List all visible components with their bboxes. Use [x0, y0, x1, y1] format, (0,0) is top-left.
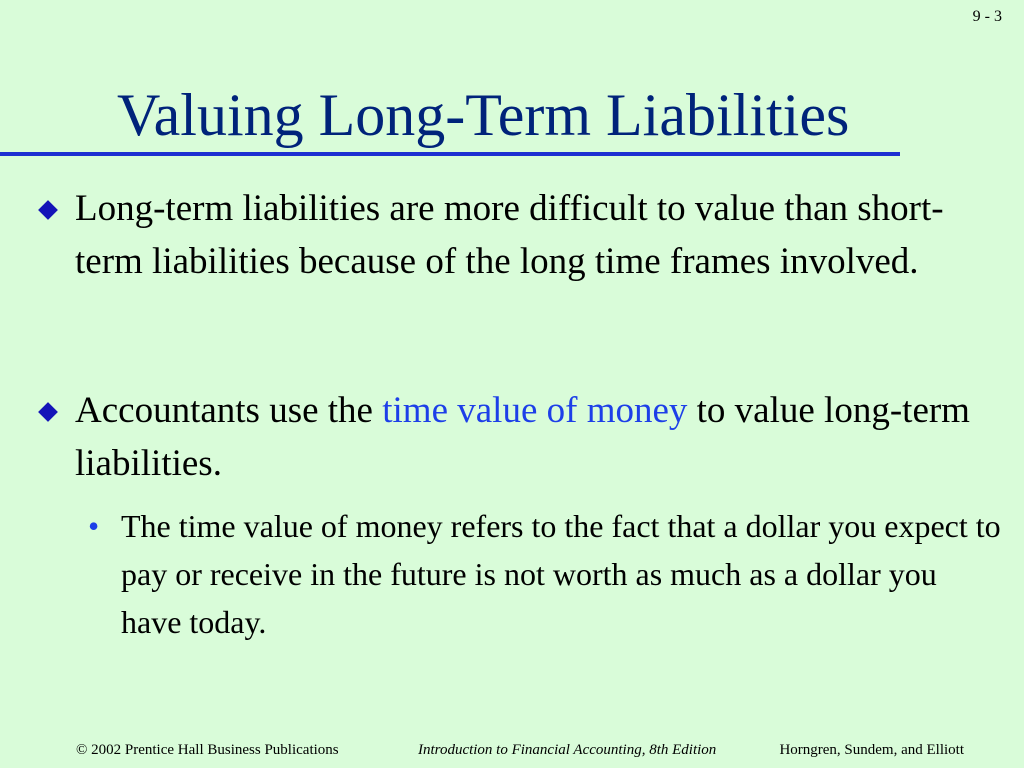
footer-authors-box: [494, 740, 964, 768]
bullet-item: [75, 384, 995, 490]
bullet-text-after: to value long-term liabilities.: [75, 390, 970, 484]
diamond-bullet-icon: [38, 200, 58, 220]
slide-title: Valuing Long-Term Liabilities: [117, 82, 850, 148]
footer-copyright: © 2002 Prentice Hall Business Publications: [76, 742, 339, 758]
footer-book-title: Introduction to Financial Accounting, 8th Edition: [418, 742, 717, 758]
footer-authors: Horngren, Sundem, and Elliott: [779, 742, 964, 758]
diamond-bullet-icon: [38, 402, 58, 422]
slide-number: 9 - 3: [972, 8, 1002, 25]
bullet-text: Long-term liabilities are more difficult to value than short-term liabilities because of the long time frames involved.: [75, 188, 944, 282]
sub-bullet-text: The time value of money refers to the fact that a dollar you expect to pay or receive in the future is not worth as much as a dollar you have today.: [121, 508, 1001, 640]
bullet-text-before: Accountants use the: [75, 390, 383, 431]
dot-bullet-icon: •: [88, 508, 100, 544]
sub-bullet-item: [88, 502, 1001, 646]
highlighted-term: time value of money: [382, 390, 688, 431]
bullet-item: [75, 182, 995, 288]
title-underline: [0, 152, 900, 156]
